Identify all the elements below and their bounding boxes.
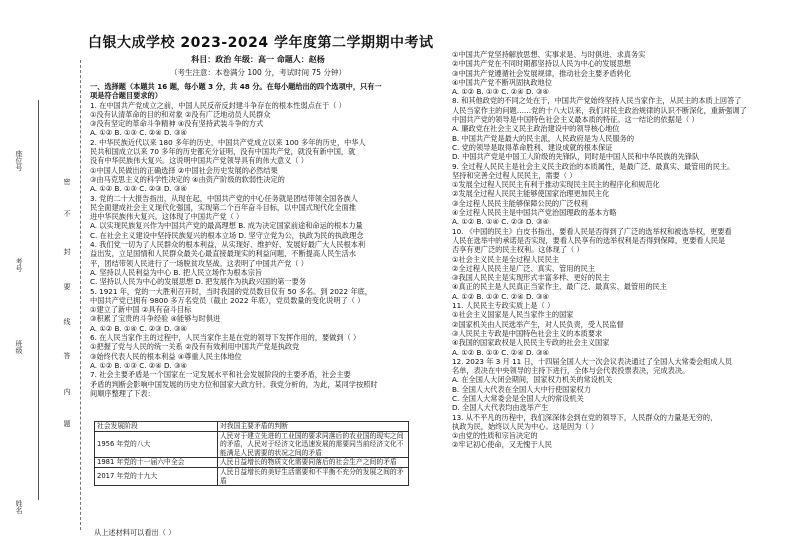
question-line: ③始终代表人民的根本利益 ④尊重人民主体地位 xyxy=(90,351,242,361)
table-row xyxy=(95,467,409,485)
question-line: 中国共产党的领导是中国特色社会主义最本质的特征。这一结论的依据是（ ） xyxy=(452,115,699,125)
question-line: A. ①② B. ①③ C. ②④ D. ③④ xyxy=(452,291,549,301)
question-line: D. 全国人大代表均由选举产生 xyxy=(452,403,549,413)
question-line: 坚持和完善全过程人民民主，需要（ ） xyxy=(452,170,577,180)
question-line: C. 党的领导是取得革命胜利、建设成就的根本保证 xyxy=(452,142,613,152)
question-line: 人民当家作主的问题……党的十八大以来，我们对民主政治规律的认识不断深化，重新强调了 xyxy=(452,105,747,115)
question-line: B. 中国共产党是最大的民主派，人民政府是为人民服务的 xyxy=(452,133,635,143)
name-label: 姓名 xyxy=(15,500,23,514)
exam-meta: 科目：政治 年级：高一 命题人：赵杨 xyxy=(191,55,325,64)
table-cell: 人民日益增长的美好生活需要和不平衡不充分的发展之间的矛盾 xyxy=(218,467,409,485)
question-line: ①中国人民做出的正确选择 ②中国社会历史发展的必然结果 xyxy=(90,165,278,175)
question-line: 名单，表决在中央领导的主持下进行，全体与会代表投票表决，完成表决。 xyxy=(452,366,690,376)
question-line: C. 坚持以人民为中心的发展思想 D. 把发展作为执政兴国的第一要务 xyxy=(90,277,307,287)
question-line: A. 廉政党在社会主义民主政治建设中的领导核心地位 xyxy=(452,124,620,134)
question-line: ①把握了党与人民的统一关系 ②没有有效利用中国共产党是执政党 xyxy=(90,342,300,352)
binding-dashed-line xyxy=(80,60,81,530)
question-line: ③由马克思主义的科学性决定的 ④由资产阶级的软弱性决定的 xyxy=(90,174,285,184)
question-line: 3. 党的二十大报告指出，从现在起，中国共产党的中心任务就是团结带领全国各族人 xyxy=(90,193,358,203)
table-cell: 2017 年党的十九大 xyxy=(95,467,218,485)
question-line: 民共和国成立以来 70 多年的历史都充分证明，没有中国共产党，就没有新中国，就 xyxy=(90,147,356,157)
question-line: ③全过程人民民主能够保障公民的广泛权利 xyxy=(452,198,588,208)
question-line: 7. 社会主要矛盾是一个国家在一定发展水平和社会发展阶段的主要矛盾，社会主要 xyxy=(90,370,351,380)
left-column xyxy=(90,82,430,398)
question-line: ③人民民主专政是中国特色社会主义的本质要求 xyxy=(452,328,603,338)
binding-underline xyxy=(38,100,39,500)
question-line: ④真正的民主是人民真正当家作主、最广泛、最真实、最管用的民主 xyxy=(452,282,667,292)
table-header-row xyxy=(95,422,409,432)
question-line: A. ①② B. ①③ C. ②③ D. ③④ xyxy=(90,184,187,194)
question-line: 5. 1921 年，党的一大胜利召开时，当时我国的党员数目仅有 50 多名。到 2022 年底， xyxy=(90,286,372,296)
exam-title: 白银大成学校 2023-2024 学年度第二学期期中考试 xyxy=(88,35,434,51)
exam-number-label: 考号 xyxy=(15,258,23,272)
question-line: ②牢记初心使命，又无愧于人民 xyxy=(452,440,552,450)
question-line: A. 以实现民族复兴作为中国共产党的最高理想 B. 成为决定国家前途和命运的根本力量 xyxy=(90,221,363,231)
section-heading: 项是符合题目要求的） xyxy=(90,91,162,101)
question-line: 4. 我们党一切为了人民群众的根本利益，从实现好、维护好、发展好最广大人民根本利 xyxy=(90,240,366,250)
seal-char: 要 xyxy=(63,283,71,290)
table-header-cell: 社会发展阶段 xyxy=(95,422,218,432)
question-line: 9. 全过程人民民主是社会主义民主政治的本质属性，是最广泛、最真实、最管用的民主。 xyxy=(452,161,735,171)
question-line: ①社会主义民主是全过程人民民主 xyxy=(452,254,560,264)
question-line: ①由党的性质和宗旨决定的 xyxy=(452,431,538,441)
seal-char: 答 xyxy=(63,352,71,359)
question-line: ①发展全过程人民民主有利于推动实现民主民主的程序化和规范化 xyxy=(452,180,660,190)
question-line: 益出发，立足国情和人民群众最关心最直接最现实的利益问题，不断提高人民生活水 xyxy=(90,249,356,259)
seal-char: 封 xyxy=(63,248,71,255)
question-line: ②全过程人民民主是广泛、真实、管用的民主 xyxy=(452,263,596,273)
table-cell: 人民日益增长的物质文化需要同落后的社会生产之间的矛盾 xyxy=(218,458,409,468)
question-line: A. ①② B. ①③ C. ②④ D. ③④ xyxy=(452,87,549,97)
question-line: ①社会主义国家是人民当家作主的国家 xyxy=(452,310,574,320)
question-line: 6. 在人民当家作主的过程中，人民当家作主是在党的领导下发挥作用的，要做到（ ） xyxy=(90,333,361,343)
question-line: 民全面建成社会主义现代化强国，实现第二个百年奋斗目标，以中国式现代化全面推 xyxy=(90,202,356,212)
question-line: ③我国人民民主是实现形式丰富多样、更好的民主 xyxy=(452,273,610,283)
question-line: ③积累了宝贵的斗争经验 ④能够与时俱进 xyxy=(90,314,221,324)
question-line: ④中国共产党不断巩固执政地位 xyxy=(452,77,552,87)
question-line: 间顺序整理了下表： xyxy=(90,388,155,398)
table-cell: 人民对于建立先进的工业国的要求同落后的农业国的现实之间的矛盾，人民对于经济文化迅速发展的需要同当前经济文化不能满足人民需要的状况之间的矛盾 xyxy=(218,431,409,458)
question-line: ④全过程人民民主是中国共产党治国理政的基本方略 xyxy=(452,208,617,218)
question-line: C. 全国人大常委会是全国人大的常设机关 xyxy=(452,393,584,403)
seal-char: 内 xyxy=(63,388,71,395)
question-line: B. 全国人大代表在全国人大中行使国家权力 xyxy=(452,384,591,394)
question-line: D. 中国共产党是中国工人阶级的先锋队，同时是中国人民和中华民族的先锋队 xyxy=(452,152,700,162)
question-line: 平，团结带领人民进行了一场脱贫攻坚战。这表明了中国共产党（ ） xyxy=(90,258,308,268)
table-header-cell: 对我国主要矛盾的判断 xyxy=(218,422,409,432)
question-line: 1. 在中国共产党成立之前，中国人民反帝反封建斗争存在的根本性弱点在于（ ） xyxy=(90,100,346,110)
question-line: 中国共产党已拥有 9800 多万名党员（截止 2022 年底），党员数量的变化说明了（ ） xyxy=(90,295,365,305)
question-line: ②中国共产党在不同时期都坚持以人民为中心的发展思想 xyxy=(452,59,631,69)
table-cell: 1956 年党的八大 xyxy=(95,431,218,458)
question-line: A. 坚持以人民利益为中心 B. 把人民立场作为根本宗旨 xyxy=(90,267,263,277)
question-line: 没有中华民族伟大复兴。这说明中国共产党领导具有的伟大意义（ ） xyxy=(90,156,308,166)
question-line: ①建立了新中国 ②具有奋斗目标 xyxy=(90,305,192,315)
question-line: A. ①② B. ①④ C. ②③ D. ③④ xyxy=(452,217,549,227)
question-line: ③没有坚定的革命斗争精神 ④没有坚持武装斗争的方式 xyxy=(90,119,264,129)
question-line: 从上述材料可以看出（ ） xyxy=(94,528,176,537)
class-label: 班级 xyxy=(15,340,23,354)
question-line: 矛盾的判断会影响中国发展的历史方位和国家大政方针。我党分析的，为此，某同学按照时 xyxy=(90,379,378,389)
question-line: 2. 中华民族近代以来 180 多年的历史，中国共产党成立以来 100 多年的历史，中华人 xyxy=(90,137,366,147)
seal-char: 线 xyxy=(63,318,71,325)
question-line: A. ①② B. ①③ C. ②④ D. ③④ xyxy=(90,360,187,370)
table-row xyxy=(95,431,409,458)
question-line: 人民在选举中的承诺是否实现，要看人民享有的选举权利是否得到保障，更要看人民是 xyxy=(452,235,726,245)
section-heading: 一、选择题（本题共 16 题，每小题 3 分，共 48 分。在每小题给出的四个选项中，只有一 xyxy=(90,82,382,91)
seal-char: 不 xyxy=(63,210,71,217)
question-line: A. ①② B. ①③ C. ②④ D. ③④ xyxy=(452,347,549,357)
seal-char: 题 xyxy=(63,420,71,427)
question-line: A. ①② B. ①③ C. ②④ D. ③④ xyxy=(90,128,187,138)
seat-number-label: 座位号 xyxy=(15,150,23,171)
question-line: ①中国共产党坚持解放思想、实事求是、与时俱进、求真务实 xyxy=(452,50,646,59)
table-cell: 1981 年党的十一届六中全会 xyxy=(95,458,218,468)
question-line: A. 在全国人大闭会期间，国家权力机关的常设机关 xyxy=(452,375,613,385)
table-row xyxy=(95,458,409,468)
question-line: C. 在社会主义建设中坚持民族复兴的根本立场 D. 坚守立党为公，执政为民的执政理念 xyxy=(90,230,364,240)
exam-note: （考生注意：本卷满分 100 分，考试时间 75 分钟） xyxy=(170,68,346,77)
question-line: 8. 和其他政党的不同之处在于，中国共产党始终坚持人民当家作主，从民主的本质上回答了 xyxy=(452,96,742,106)
right-column xyxy=(452,50,786,450)
question-line: ①没有认清革命的目的和对象 ②没有广泛地动员人民群众 xyxy=(90,109,271,119)
question-line: 12. 2023 年 3 月 11 日，十四届全国人大一次会议表决通过了全国人大常委会组成人员 xyxy=(452,356,732,366)
question-line: A. ①② B. ①④ C. ②③ D. ③④ xyxy=(90,323,187,333)
question-line: ④我国的国家政权是人民民主专政的社会主义国家 xyxy=(452,338,610,348)
question-line: 13. 从不平凡的历程中，我们深深体会到在党的领导下，人民群众的力量是无穷的， xyxy=(452,412,718,422)
question-line: 11. 人民民主专政实质上是（ ） xyxy=(452,301,555,311)
question-line: 否享有更广泛的民主权利。这体现了（ ） xyxy=(452,245,584,255)
question-line: 进中华民族伟大复兴。这体现了中国共产党（ ） xyxy=(90,212,244,222)
question-line: 10. 《中国的民主》白皮书指出，要看人民是否得到了广泛的选举权和被选举权，更要看 xyxy=(452,226,732,236)
question-line: ②发展全过程人民民主能够使国家治理更加民主化 xyxy=(452,189,610,199)
question-line: ③中国共产党遵循社会发展规律，推动社会主要矛盾转化 xyxy=(452,68,631,78)
contradiction-table xyxy=(94,421,409,486)
question-line: ②国家机关由人民选举产生，对人民负责，受人民监督 xyxy=(452,319,624,329)
seal-char: 密 xyxy=(63,178,71,185)
question-line: 执政为民，始终以人民为中心。这是因为（ ） xyxy=(452,421,599,431)
